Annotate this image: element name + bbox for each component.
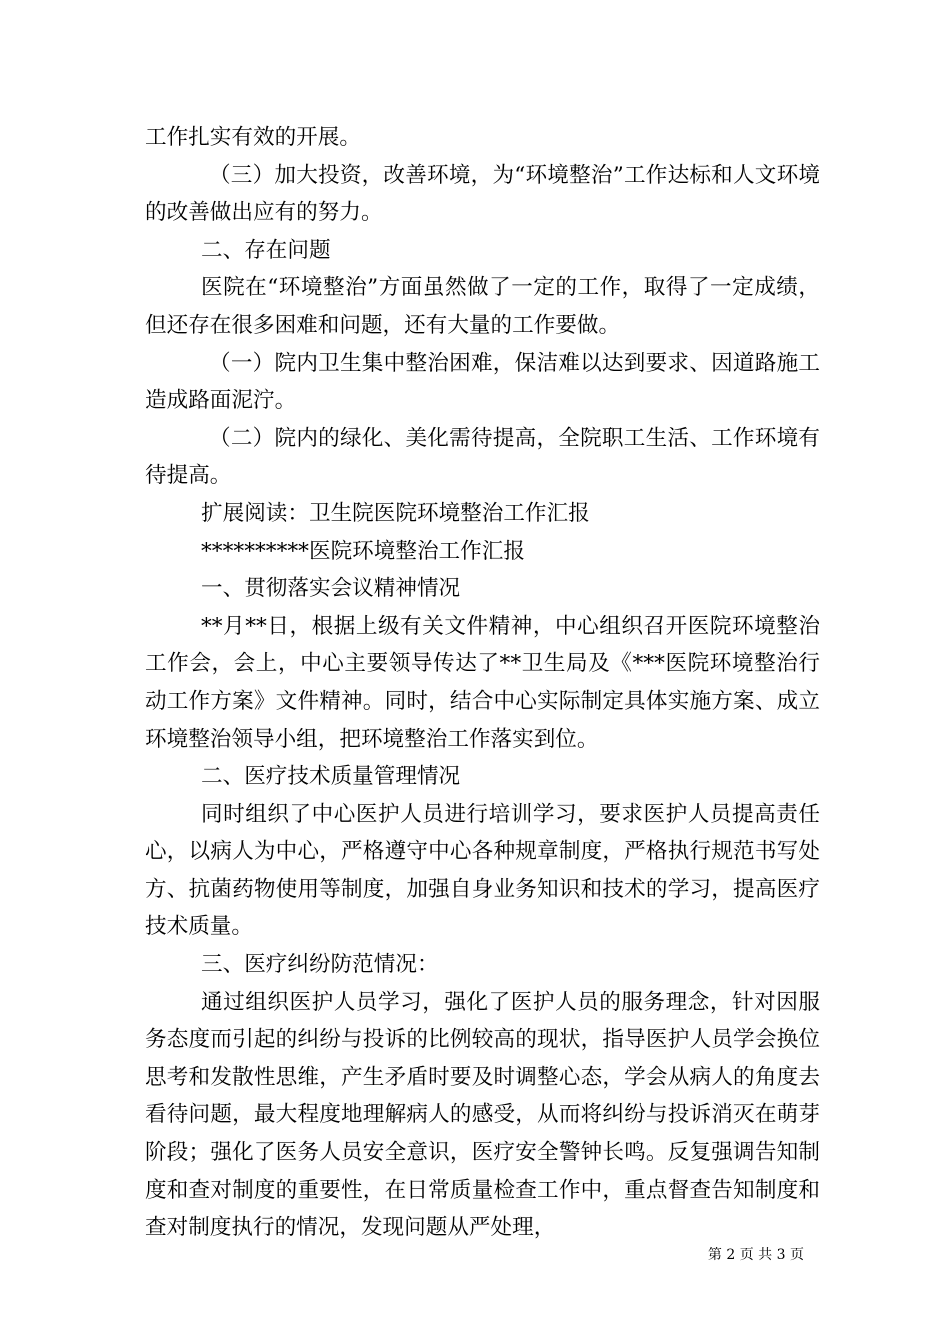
- paragraph-problem-one: （一）院内卫生集中整治困难，保洁难以达到要求、因道路施工造成路面泥泞。: [145, 350, 820, 414]
- paragraph-item-three: （三）加大投资，改善环境，为“环境整治”工作达标和人文环境的改善做出应有的努力。: [145, 162, 820, 226]
- paragraph-disputes: 通过组织医护人员学习，强化了医护人员的服务理念，针对因服务态度而引起的纠纷与投诉的比例较高的现状，指导医护人员学会换位思考和发散性思维，产生矛盾时要及时调整心态，学会从病人的角度去看待问题，最大程度地理解病人的感受，从而将纠纷与投诉消灭在萌芽阶段；强化了医务人员安全意识，医疗安全警钟长鸣。反复强调告知制度和查对制度的重要性，在日常质量检查工作中，重点督查告知制度和查对制度执行的情况，发现问题从严处理，: [145, 989, 820, 1241]
- section-heading-disputes: 三、医疗纠纷防范情况：: [201, 952, 439, 978]
- section-heading-meeting: 一、贯彻落实会议精神情况: [201, 576, 461, 602]
- document-body: [145, 119, 820, 1247]
- paragraph-problem-two: （二）院内的绿化、美化需待提高，全院职工生活、工作环境有待提高。: [145, 425, 820, 489]
- report-title: **********医院环境整治工作汇报: [201, 538, 525, 564]
- page-number-footer: 第 2 页 共 3 页: [707, 1247, 804, 1263]
- section-heading-problems: 二、存在问题: [201, 237, 331, 263]
- extended-reading-heading: 扩展阅读：卫生院医院环境整治工作汇报: [201, 500, 590, 526]
- paragraph-continuation: 工作扎实有效的开展。: [145, 125, 361, 150]
- paragraph-problems-intro: 医院在“环境整治”方面虽然做了一定的工作，取得了一定成绩，但还存在很多困难和问题，还有大量的工作要做。: [145, 275, 820, 338]
- paragraph-meeting: **月**日，根据上级有关文件精神，中心组织召开医院环境整治工作会，会上，中心主要领导传达了**卫生局及《***医院环境整治行动工作方案》文件精神。同时，结合中心实际制定具体实施方案、成立环境整治领导小组，把环境整治工作落实到位。: [145, 613, 820, 752]
- section-heading-quality: 二、医疗技术质量管理情况: [201, 764, 461, 790]
- paragraph-quality: 同时组织了中心医护人员进行培训学习，要求医护人员提高责任心，以病人为中心，严格遵守中心各种规章制度，严格执行规范书写处方、抗菌药物使用等制度，加强自身业务知识和技术的学习，提高医疗技术质量。: [145, 801, 820, 940]
